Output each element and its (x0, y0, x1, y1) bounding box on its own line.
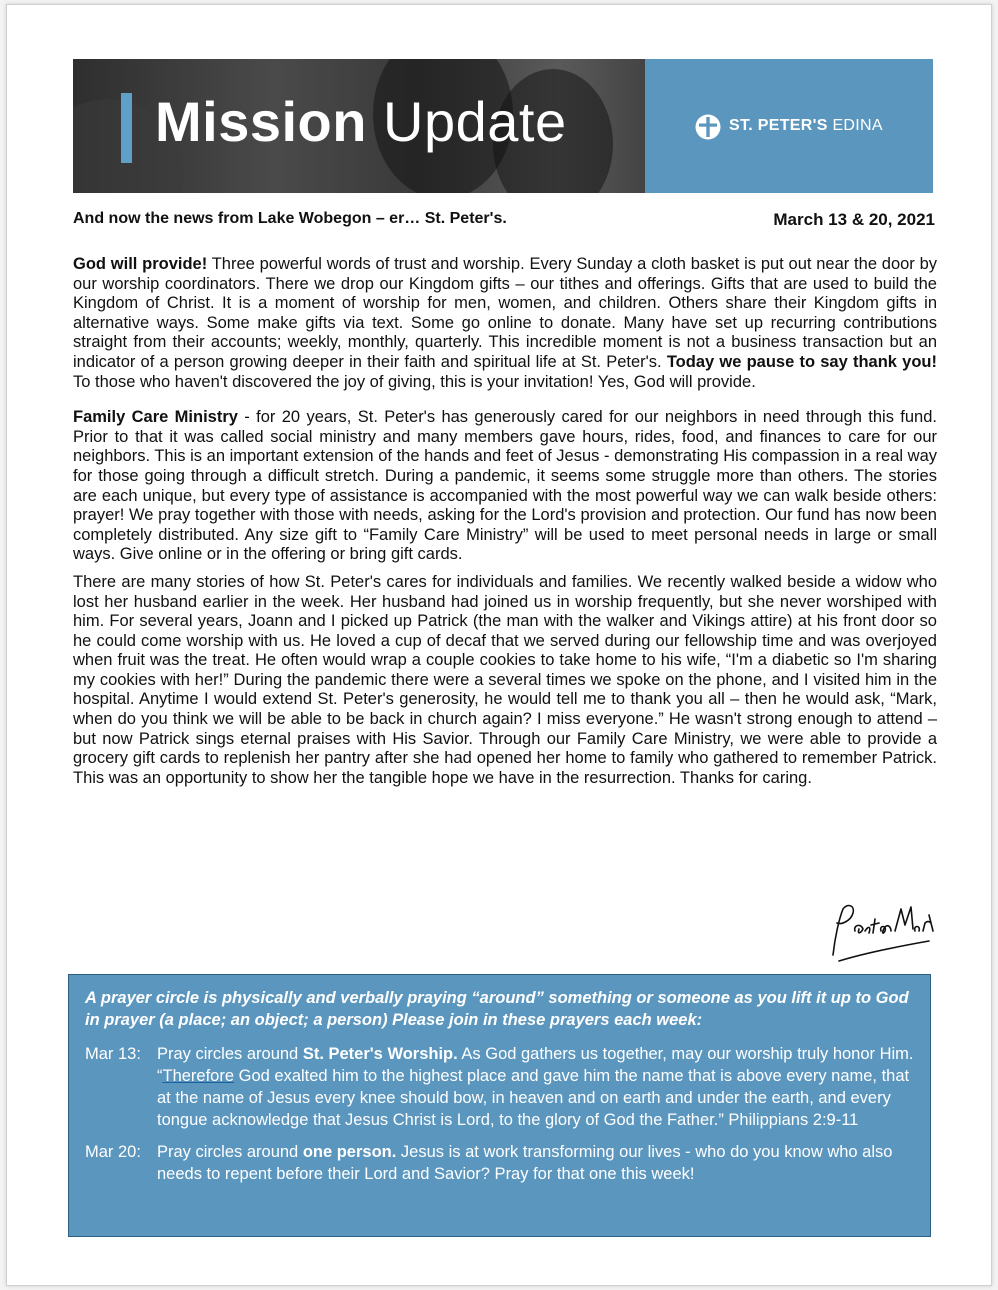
banner-title-light: Update (383, 90, 567, 153)
issue-date: March 13 & 20, 2021 (773, 210, 935, 229)
banner-title (155, 89, 567, 154)
giving-text: Three powerful words of trust and worship. Every Sunday a cloth basket is put out near the door by our worship coordinators. There we drop our Kingdom gifts – our tithes and offerings. Gifts that are used to build the Kingdom of Christ. It is a moment of worship for men, women, and children. Others share their Kingdom gifts in alternative ways. Some make gifts via text. Some go online to donate. Many have set up recurring contributions straight from their accounts; weekly, monthly, quarterly. This incredible moment is not a business transaction but an indicator of a person growing deeper in their faith and spiritual life at St. Peter's. (73, 255, 937, 371)
brand-name-light: EDINA (832, 117, 883, 134)
paragraph-patrick-story (73, 573, 937, 789)
prayer-pre: Pray circles around (157, 1143, 303, 1161)
prayer-item-mar13 (85, 1043, 916, 1131)
prayer-text (157, 1141, 916, 1185)
paragraph-family-care (73, 408, 937, 565)
headline-row (73, 210, 935, 230)
mission-update-banner (73, 59, 933, 193)
giving-closing: To those who haven't discovered the joy of giving, this is your invitation! Yes, God will provide. (73, 372, 756, 391)
family-care-text: - for 20 years, St. Peter's has generously cared for our neighbors in need through this fund. Prior to that it was called social ministry and many members gave hours, rides, food, and finances to care for our neighbors. This is an important extension of the hands and feet of Jesus - demonstrating His compassion in a real way for those going through a difficult stretch. During a pandemic, it seems some struggle more than others. The stories are each unique, but every type of assistance is accompanied with the most powerful way we can walk beside others: prayer! We pray together with those with needs, asking for the Lord's provision and protection. Our fund has now been completely distributed. Any size gift to “Family Care Ministry” will be used to meet personal needs in large or small ways. Give online or in the offering or bring gift cards. (73, 408, 937, 564)
prayer-item-mar20 (85, 1141, 916, 1185)
prayer-circle-box (68, 974, 931, 1237)
prayer-date: Mar 13: (85, 1045, 141, 1063)
prayer-underlined-word: Therefore (162, 1067, 235, 1085)
newsletter-page (6, 4, 992, 1286)
paragraph-giving (73, 255, 937, 392)
prayer-focus: St. Peter's Worship. (302, 1045, 458, 1063)
prayer-focus: one person. (302, 1143, 397, 1161)
banner-photo (73, 59, 645, 193)
patrick-story-text: There are many stories of how St. Peter's cares for individuals and families. We recently walked beside a widow who lost her husband earlier in the week. Her husband had joined us in worship frequently, but she never worshiped with him. For several years, Joann and I picked up Patrick (the man with the walker and Vikings attire) at his front door so he could come worship with us. He loved a cup of decaf that we served during our fellowship time and was overjoyed when fruit was the treat. He often would wrap a couple cookies to take home to his wife, “I'm a diabetic so I'm sharing my cookies with her!” During the pandemic there were a several times we spoke on the phone, and I visited him in the hospital. Anytime I would extend St. Peter's generosity, he would tell me to thank you all – then he would ask, “Mark, when do you think we will be able to be back in church again? I miss everyone.” He wasn't strong enough to attend – but now Patrick sings eternal praises with His Savior. Through our Family Care Ministry, we were able to provide a grocery gift cards to replenish her pantry after she had opened her home to family who gathered to remember Patrick. This was an opportunity to show her the tangible hope we have in the resurrection. Thanks for caring. (73, 572, 937, 787)
tagline: And now the news from Lake Wobegon – er… St. Peter's. (73, 210, 507, 227)
cross-circle-logo-icon (695, 114, 721, 140)
giving-thanks: Today we pause to say thank you! (666, 352, 937, 371)
pastor-mark-signature (825, 897, 937, 965)
prayer-date: Mar 20: (85, 1143, 141, 1161)
brand-name (729, 117, 883, 135)
prayer-text (157, 1043, 916, 1131)
prayer-post: As God gathers us together, may our worship truly honor Him. “ (157, 1045, 914, 1085)
brand-name-bold: ST. PETER'S (729, 117, 828, 134)
family-care-lead: Family Care Ministry (73, 408, 238, 427)
banner-title-bold: Mission (155, 90, 367, 153)
article-body (73, 255, 937, 804)
banner-accent-bar (121, 93, 132, 163)
prayer-pre: Pray circles around (157, 1045, 303, 1063)
prayer-scripture: God exalted him to the highest place and gave him the name that is above every name, that at the name of Jesus every knee should bow, in heaven and on earth and under the earth, and every tongue acknowledge that Jesus Christ is Lord, to the glory of God the Father.” Philippians 2:9-11 (157, 1067, 910, 1129)
prayer-post: Jesus is at work transforming our lives - who do you know who also needs to repent before their Lord and Savior? Pray for that one this week! (157, 1143, 893, 1183)
giving-lead: God will provide! (73, 255, 208, 273)
brand-panel (645, 59, 933, 193)
prayer-intro: A prayer circle is physically and verbally praying “around” something or someone as you lift it up to God in prayer (a place; an object; a person) Please join in these prayers each week: (85, 989, 909, 1029)
